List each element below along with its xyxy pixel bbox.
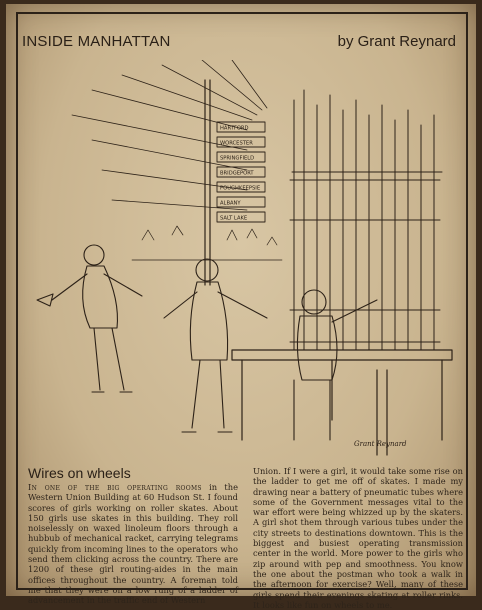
column-title: INSIDE MANHATTAN xyxy=(22,33,171,50)
article-heading: Wires on wheels xyxy=(28,465,131,481)
destination-signs xyxy=(217,122,265,222)
operator-desk xyxy=(232,350,452,455)
sign-post xyxy=(205,80,210,285)
pen-ink-illustration xyxy=(32,60,460,460)
sign-label: POUGHKEEPSIE xyxy=(220,185,261,192)
sign-label: WORCESTER xyxy=(220,140,253,147)
sign-label: BRIDGEPORT xyxy=(220,170,254,177)
article-body-left: in the Western Union Building at 60 Hudson St. I found scores of girls working on roller skates. About 150 girls use skates in this building. They roll noiselessly on waxed linoleum floors through a hubbub of mechanical racket, carrying telegrams quickly from incoming lines to the operators who send them clicking across the country. There are 1200 of these girl routing-aides in the main offices throughout the country. A foreman told me that they were on a low rung of a ladder of advancement in the traffic end of Western xyxy=(28,482,238,606)
skater-left xyxy=(37,245,142,392)
sign-label: SALT LAKE xyxy=(220,215,248,222)
pneumatic-tubes xyxy=(290,90,442,350)
skater-center xyxy=(164,259,267,432)
artist-signature: Grant Reynard xyxy=(354,440,407,448)
byline: by Grant Reynard xyxy=(337,33,456,50)
article-lead-in: In one of the big operating rooms xyxy=(28,482,202,492)
article-column-left xyxy=(28,482,238,606)
sign-label: HARTFORD xyxy=(220,125,249,132)
background-workers xyxy=(132,226,282,260)
sign-label: SPRINGFIELD xyxy=(220,155,255,162)
seated-operator xyxy=(294,290,377,440)
sign-label: ALBANY xyxy=(220,200,241,207)
article-column-right: Union. If I were a girl, it would take some rise on the ladder to get me off of skates. I made my drawing near a battery of pneumatic tubes where some of the Government messages vital to the war effort were being whizzed up by the skaters. A girl shot them through various tubes under the city streets to destinations downtown. This is the biggest and busiest operating transmission center in the world. More power to the girls who zip around with pep and smoothness. You know the one about the postman who took a walk in the afternoon for exercise? Well, many of these girls spend their evenings skating at roller rinks. It looks like fun on wheels to me. xyxy=(253,466,463,610)
